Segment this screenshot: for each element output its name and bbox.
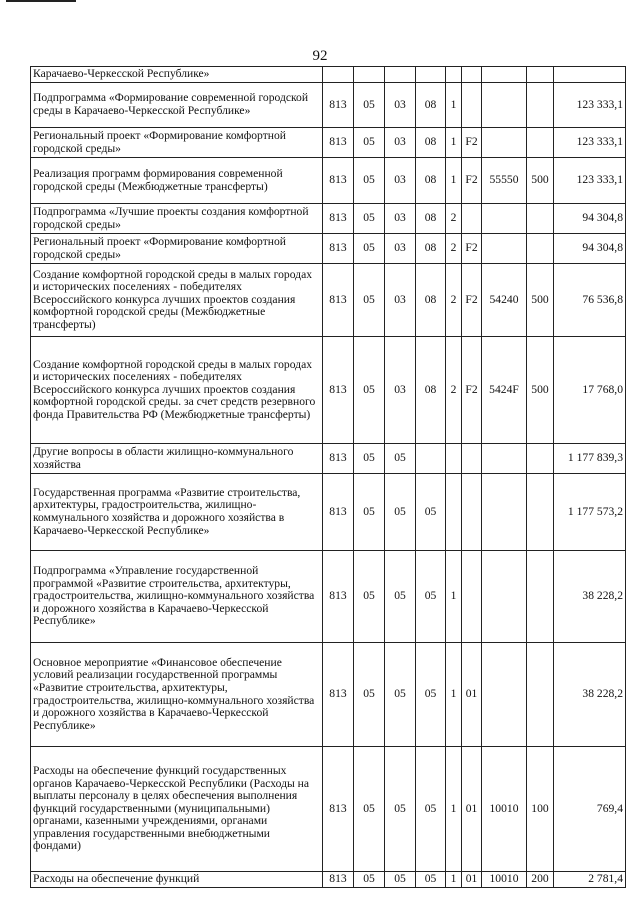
- direction-code-cell: [482, 474, 527, 551]
- expense-type-cell: 500: [527, 264, 554, 337]
- ved-code-cell: 813: [323, 872, 354, 888]
- amount-cell: 2 781,4: [554, 872, 626, 888]
- ved-code-cell: 813: [323, 83, 354, 128]
- page-number: 92: [312, 48, 328, 64]
- direction-code-cell: [482, 643, 527, 747]
- expense-type-cell: [527, 234, 554, 264]
- ved-code-cell: 813: [323, 204, 354, 234]
- amount-cell: 17 768,0: [554, 337, 626, 444]
- row-name-cell: Карачаево-Черкесской Республике»: [31, 67, 323, 83]
- amount-cell: 123 333,1: [554, 83, 626, 128]
- program-code-cell: 08: [416, 264, 446, 337]
- table-row: [31, 474, 626, 551]
- project-code-cell: [462, 474, 482, 551]
- project-code-cell: F2: [462, 264, 482, 337]
- subprogram-code-cell: 1: [446, 643, 462, 747]
- ved-code-cell: 813: [323, 643, 354, 747]
- amount-cell: 38 228,2: [554, 643, 626, 747]
- row-name-cell: Создание комфортной городской среды в малых городах и исторических поселениях - победителях Всероссийского конкурса лучших проектов создания комфортной городской среды (Межбюджетные трансферты): [31, 264, 323, 337]
- direction-code-cell: [482, 234, 527, 264]
- subsection-code-cell: 05: [385, 747, 416, 872]
- subsection-code-cell: 03: [385, 337, 416, 444]
- row-name-cell: Региональный проект «Формирование комфортной городской среды»: [31, 234, 323, 264]
- section-code-cell: 05: [354, 444, 385, 474]
- direction-code-cell: 55550: [482, 158, 527, 204]
- subprogram-code-cell: [446, 474, 462, 551]
- table-row: [31, 872, 626, 888]
- subprogram-code-cell: [446, 67, 462, 83]
- direction-code-cell: [482, 444, 527, 474]
- section-code-cell: 05: [354, 551, 385, 643]
- section-code-cell: 05: [354, 204, 385, 234]
- subsection-code-cell: 05: [385, 551, 416, 643]
- row-name-cell: Региональный проект «Формирование комфортной городской среды»: [31, 128, 323, 158]
- row-name-cell: Расходы на обеспечение функций: [31, 872, 323, 888]
- table-row: [31, 643, 626, 747]
- program-code-cell: 08: [416, 158, 446, 204]
- expense-type-cell: 500: [527, 158, 554, 204]
- program-code-cell: 08: [416, 337, 446, 444]
- row-name-cell: Подпрограмма «Лучшие проекты создания комфортной городской среды»: [31, 204, 323, 234]
- amount-cell: 769,4: [554, 747, 626, 872]
- table-row: [31, 204, 626, 234]
- row-name-cell: Расходы на обеспечение функций государственных органов Карачаево-Черкесской Республики (Расходы на выплаты персоналу в целях обеспечения выполнения функций государственными (муниципальными) органами, казенными учреждениями, органами управления государственными внебюджетными фондами): [31, 747, 323, 872]
- ved-code-cell: 813: [323, 264, 354, 337]
- table-row: [31, 234, 626, 264]
- subprogram-code-cell: 2: [446, 234, 462, 264]
- program-code-cell: 08: [416, 128, 446, 158]
- program-code-cell: 08: [416, 234, 446, 264]
- row-name-cell: Подпрограмма «Управление государственной программой «Развитие строительства, архитектуры, градостроительства, жилищно-коммунального хозяйства и дорожного хозяйства в Карачаево-Черкесской Республике»: [31, 551, 323, 643]
- table-body: [31, 67, 626, 888]
- project-code-cell: [462, 67, 482, 83]
- expense-type-cell: [527, 551, 554, 643]
- subsection-code-cell: 03: [385, 264, 416, 337]
- subprogram-code-cell: 2: [446, 337, 462, 444]
- expense-type-cell: [527, 67, 554, 83]
- amount-cell: 76 536,8: [554, 264, 626, 337]
- subprogram-code-cell: 1: [446, 83, 462, 128]
- expense-type-cell: [527, 204, 554, 234]
- table-row: [31, 264, 626, 337]
- project-code-cell: [462, 204, 482, 234]
- section-code-cell: 05: [354, 158, 385, 204]
- ved-code-cell: 813: [323, 337, 354, 444]
- subsection-code-cell: 03: [385, 128, 416, 158]
- subsection-code-cell: 03: [385, 204, 416, 234]
- subsection-code-cell: 05: [385, 474, 416, 551]
- project-code-cell: F2: [462, 337, 482, 444]
- subprogram-code-cell: 2: [446, 264, 462, 337]
- direction-code-cell: [482, 83, 527, 128]
- amount-cell: [554, 67, 626, 83]
- table-row: [31, 158, 626, 204]
- expense-type-cell: [527, 128, 554, 158]
- subsection-code-cell: 05: [385, 643, 416, 747]
- direction-code-cell: [482, 551, 527, 643]
- subprogram-code-cell: 2: [446, 204, 462, 234]
- program-code-cell: 05: [416, 747, 446, 872]
- table-row: [31, 67, 626, 83]
- amount-cell: 123 333,1: [554, 128, 626, 158]
- project-code-cell: [462, 83, 482, 128]
- direction-code-cell: [482, 204, 527, 234]
- subsection-code-cell: 03: [385, 158, 416, 204]
- project-code-cell: 01: [462, 643, 482, 747]
- expense-type-cell: 500: [527, 337, 554, 444]
- project-code-cell: [462, 551, 482, 643]
- project-code-cell: 01: [462, 872, 482, 888]
- program-code-cell: [416, 67, 446, 83]
- ved-code-cell: 813: [323, 474, 354, 551]
- program-code-cell: 08: [416, 83, 446, 128]
- subsection-code-cell: 03: [385, 234, 416, 264]
- program-code-cell: 05: [416, 872, 446, 888]
- amount-cell: 38 228,2: [554, 551, 626, 643]
- ved-code-cell: 813: [323, 551, 354, 643]
- expense-type-cell: 200: [527, 872, 554, 888]
- ved-code-cell: 813: [323, 234, 354, 264]
- expense-type-cell: [527, 444, 554, 474]
- program-code-cell: 05: [416, 551, 446, 643]
- row-name-cell: Основное мероприятие «Финансовое обеспечение условий реализации государственной программы «Развитие строительства, архитектуры, градостроительства, жилищно-коммунального хозяйства и дорожного хозяйства в Карачаево-Черкесской Республике»: [31, 643, 323, 747]
- direction-code-cell: [482, 67, 527, 83]
- section-code-cell: 05: [354, 337, 385, 444]
- subsection-code-cell: 05: [385, 872, 416, 888]
- ved-code-cell: 813: [323, 128, 354, 158]
- expense-type-cell: 100: [527, 747, 554, 872]
- amount-cell: 123 333,1: [554, 158, 626, 204]
- amount-cell: 94 304,8: [554, 204, 626, 234]
- project-code-cell: 01: [462, 747, 482, 872]
- program-code-cell: 05: [416, 474, 446, 551]
- project-code-cell: F2: [462, 128, 482, 158]
- table-row: [31, 551, 626, 643]
- direction-code-cell: 54240: [482, 264, 527, 337]
- row-name-cell: Реализация программ формирования современной городской среды (Межбюджетные трансферты): [31, 158, 323, 204]
- section-code-cell: 05: [354, 83, 385, 128]
- budget-table: [30, 66, 626, 888]
- row-name-cell: Создание комфортной городской среды в малых городах и исторических поселениях - победителях Всероссийского конкурса лучших проектов создания комфортной городской среды. за счет средств резервного фонда Правительства РФ (Межбюджетные трансферты): [31, 337, 323, 444]
- row-name-cell: Подпрограмма «Формирование современной городской среды в Карачаево-Черкесской Республике»: [31, 83, 323, 128]
- table-row: [31, 83, 626, 128]
- project-code-cell: F2: [462, 158, 482, 204]
- subprogram-code-cell: 1: [446, 747, 462, 872]
- amount-cell: 1 177 573,2: [554, 474, 626, 551]
- section-code-cell: 05: [354, 643, 385, 747]
- project-code-cell: [462, 444, 482, 474]
- row-name-cell: Другие вопросы в области жилищно-коммунального хозяйства: [31, 444, 323, 474]
- row-name-cell: Государственная программа «Развитие строительства, архитектуры, градостроительства, жилищно-коммунального хозяйства и дорожного хозяйства в Карачаево-Черкесской Республике»: [31, 474, 323, 551]
- program-code-cell: [416, 444, 446, 474]
- section-code-cell: 05: [354, 872, 385, 888]
- ved-code-cell: 813: [323, 444, 354, 474]
- program-code-cell: 08: [416, 204, 446, 234]
- subsection-code-cell: [385, 67, 416, 83]
- program-code-cell: 05: [416, 643, 446, 747]
- section-code-cell: 05: [354, 474, 385, 551]
- section-code-cell: 05: [354, 128, 385, 158]
- amount-cell: 1 177 839,3: [554, 444, 626, 474]
- direction-code-cell: 5424F: [482, 337, 527, 444]
- expense-type-cell: [527, 83, 554, 128]
- direction-code-cell: 10010: [482, 872, 527, 888]
- table-row: [31, 128, 626, 158]
- subprogram-code-cell: 1: [446, 872, 462, 888]
- section-code-cell: [354, 67, 385, 83]
- subprogram-code-cell: 1: [446, 158, 462, 204]
- subprogram-code-cell: 1: [446, 128, 462, 158]
- subprogram-code-cell: 1: [446, 551, 462, 643]
- direction-code-cell: [482, 128, 527, 158]
- subsection-code-cell: 03: [385, 83, 416, 128]
- subsection-code-cell: 05: [385, 444, 416, 474]
- direction-code-cell: 10010: [482, 747, 527, 872]
- table-row: [31, 747, 626, 872]
- ved-code-cell: 813: [323, 747, 354, 872]
- table-row: [31, 444, 626, 474]
- section-code-cell: 05: [354, 747, 385, 872]
- amount-cell: 94 304,8: [554, 234, 626, 264]
- ved-code-cell: [323, 67, 354, 83]
- table-row: [31, 337, 626, 444]
- expense-type-cell: [527, 474, 554, 551]
- scan-edge-mark: [6, 0, 76, 2]
- section-code-cell: 05: [354, 264, 385, 337]
- expense-type-cell: [527, 643, 554, 747]
- section-code-cell: 05: [354, 234, 385, 264]
- subprogram-code-cell: [446, 444, 462, 474]
- ved-code-cell: 813: [323, 158, 354, 204]
- project-code-cell: F2: [462, 234, 482, 264]
